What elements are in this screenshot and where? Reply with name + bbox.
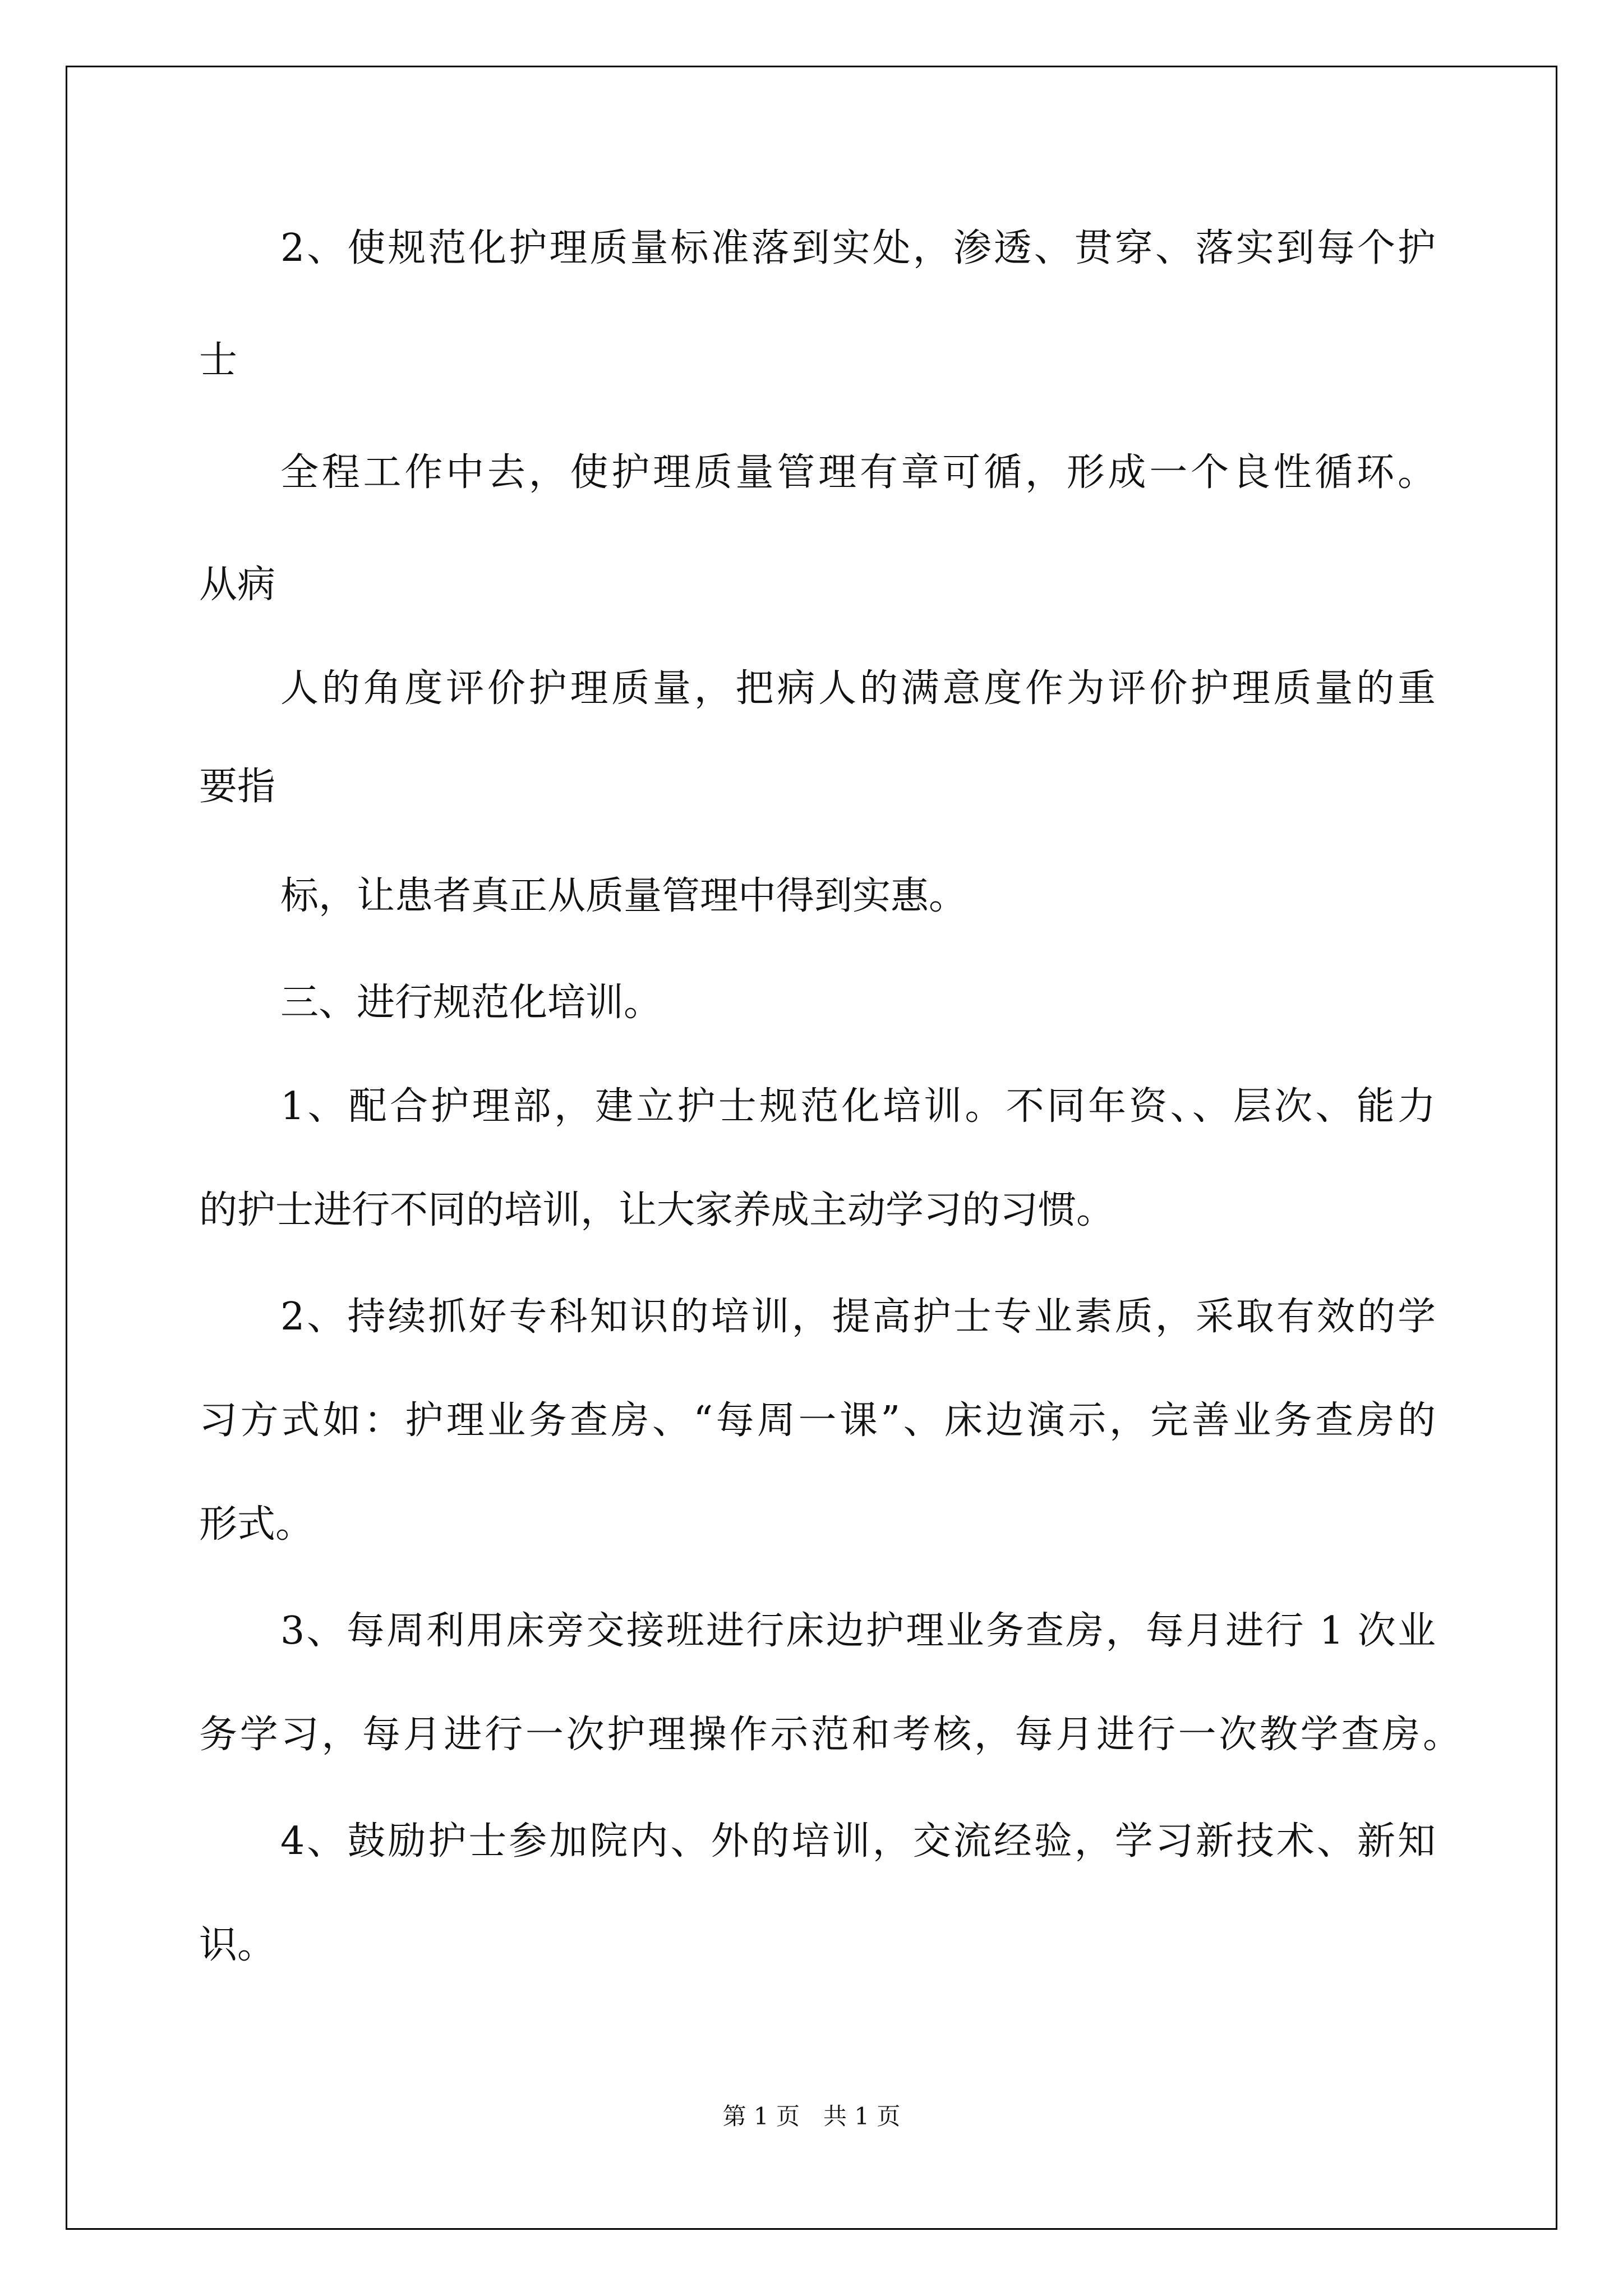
- paragraph-line: 人的角度评价护理质量，把病人的满意度作为评价护理质量的重: [280, 666, 1436, 711]
- section-heading: 三、进行规范化培训。: [280, 981, 662, 1025]
- paragraph-line: 识。: [199, 1923, 276, 1967]
- paragraph-line: 3、每周利用床旁交接班进行床边护理业务查房，每月进行 1 次业: [280, 1609, 1436, 1653]
- paragraph-line: 2、持续抓好专科知识的培训，提高护士专业素质，采取有效的学: [280, 1295, 1436, 1339]
- paragraph-line: 务学习，每月进行一次护理操作示范和考核，每月进行一次教学查房。: [199, 1713, 1461, 1757]
- paragraph-line: 要指: [199, 765, 276, 809]
- paragraph-line: 士: [199, 338, 238, 383]
- paragraph-line: 从病: [199, 563, 276, 607]
- paragraph-line: 2、使规范化护理质量标准落到实处，渗透、贯穿、落实到每个护: [280, 226, 1436, 270]
- paragraph-line: 全程工作中去，使护理质量管理有章可循，形成一个良性循环。: [280, 450, 1436, 495]
- paragraph-line: 标，让患者真正从质量管理中得到实惠。: [280, 874, 967, 918]
- page-border: [66, 66, 1557, 2230]
- paragraph-line: 习方式如：护理业务查房、“每周一课”、床边演示，完善业务查房的: [199, 1398, 1436, 1443]
- page-number-footer: 第 1 页 共 1 页: [722, 2102, 901, 2130]
- paragraph-line: 形式。: [199, 1502, 314, 1547]
- paragraph-line: 4、鼓励护士参加院内、外的培训，交流经验，学习新技术、新知: [280, 1819, 1436, 1864]
- paragraph-line: 1、配合护理部，建立护士规范化培训。不同年资、、层次、能力: [280, 1084, 1436, 1129]
- paragraph-line: 的护士进行不同的培训，让大家养成主动学习的习惯。: [199, 1188, 1115, 1232]
